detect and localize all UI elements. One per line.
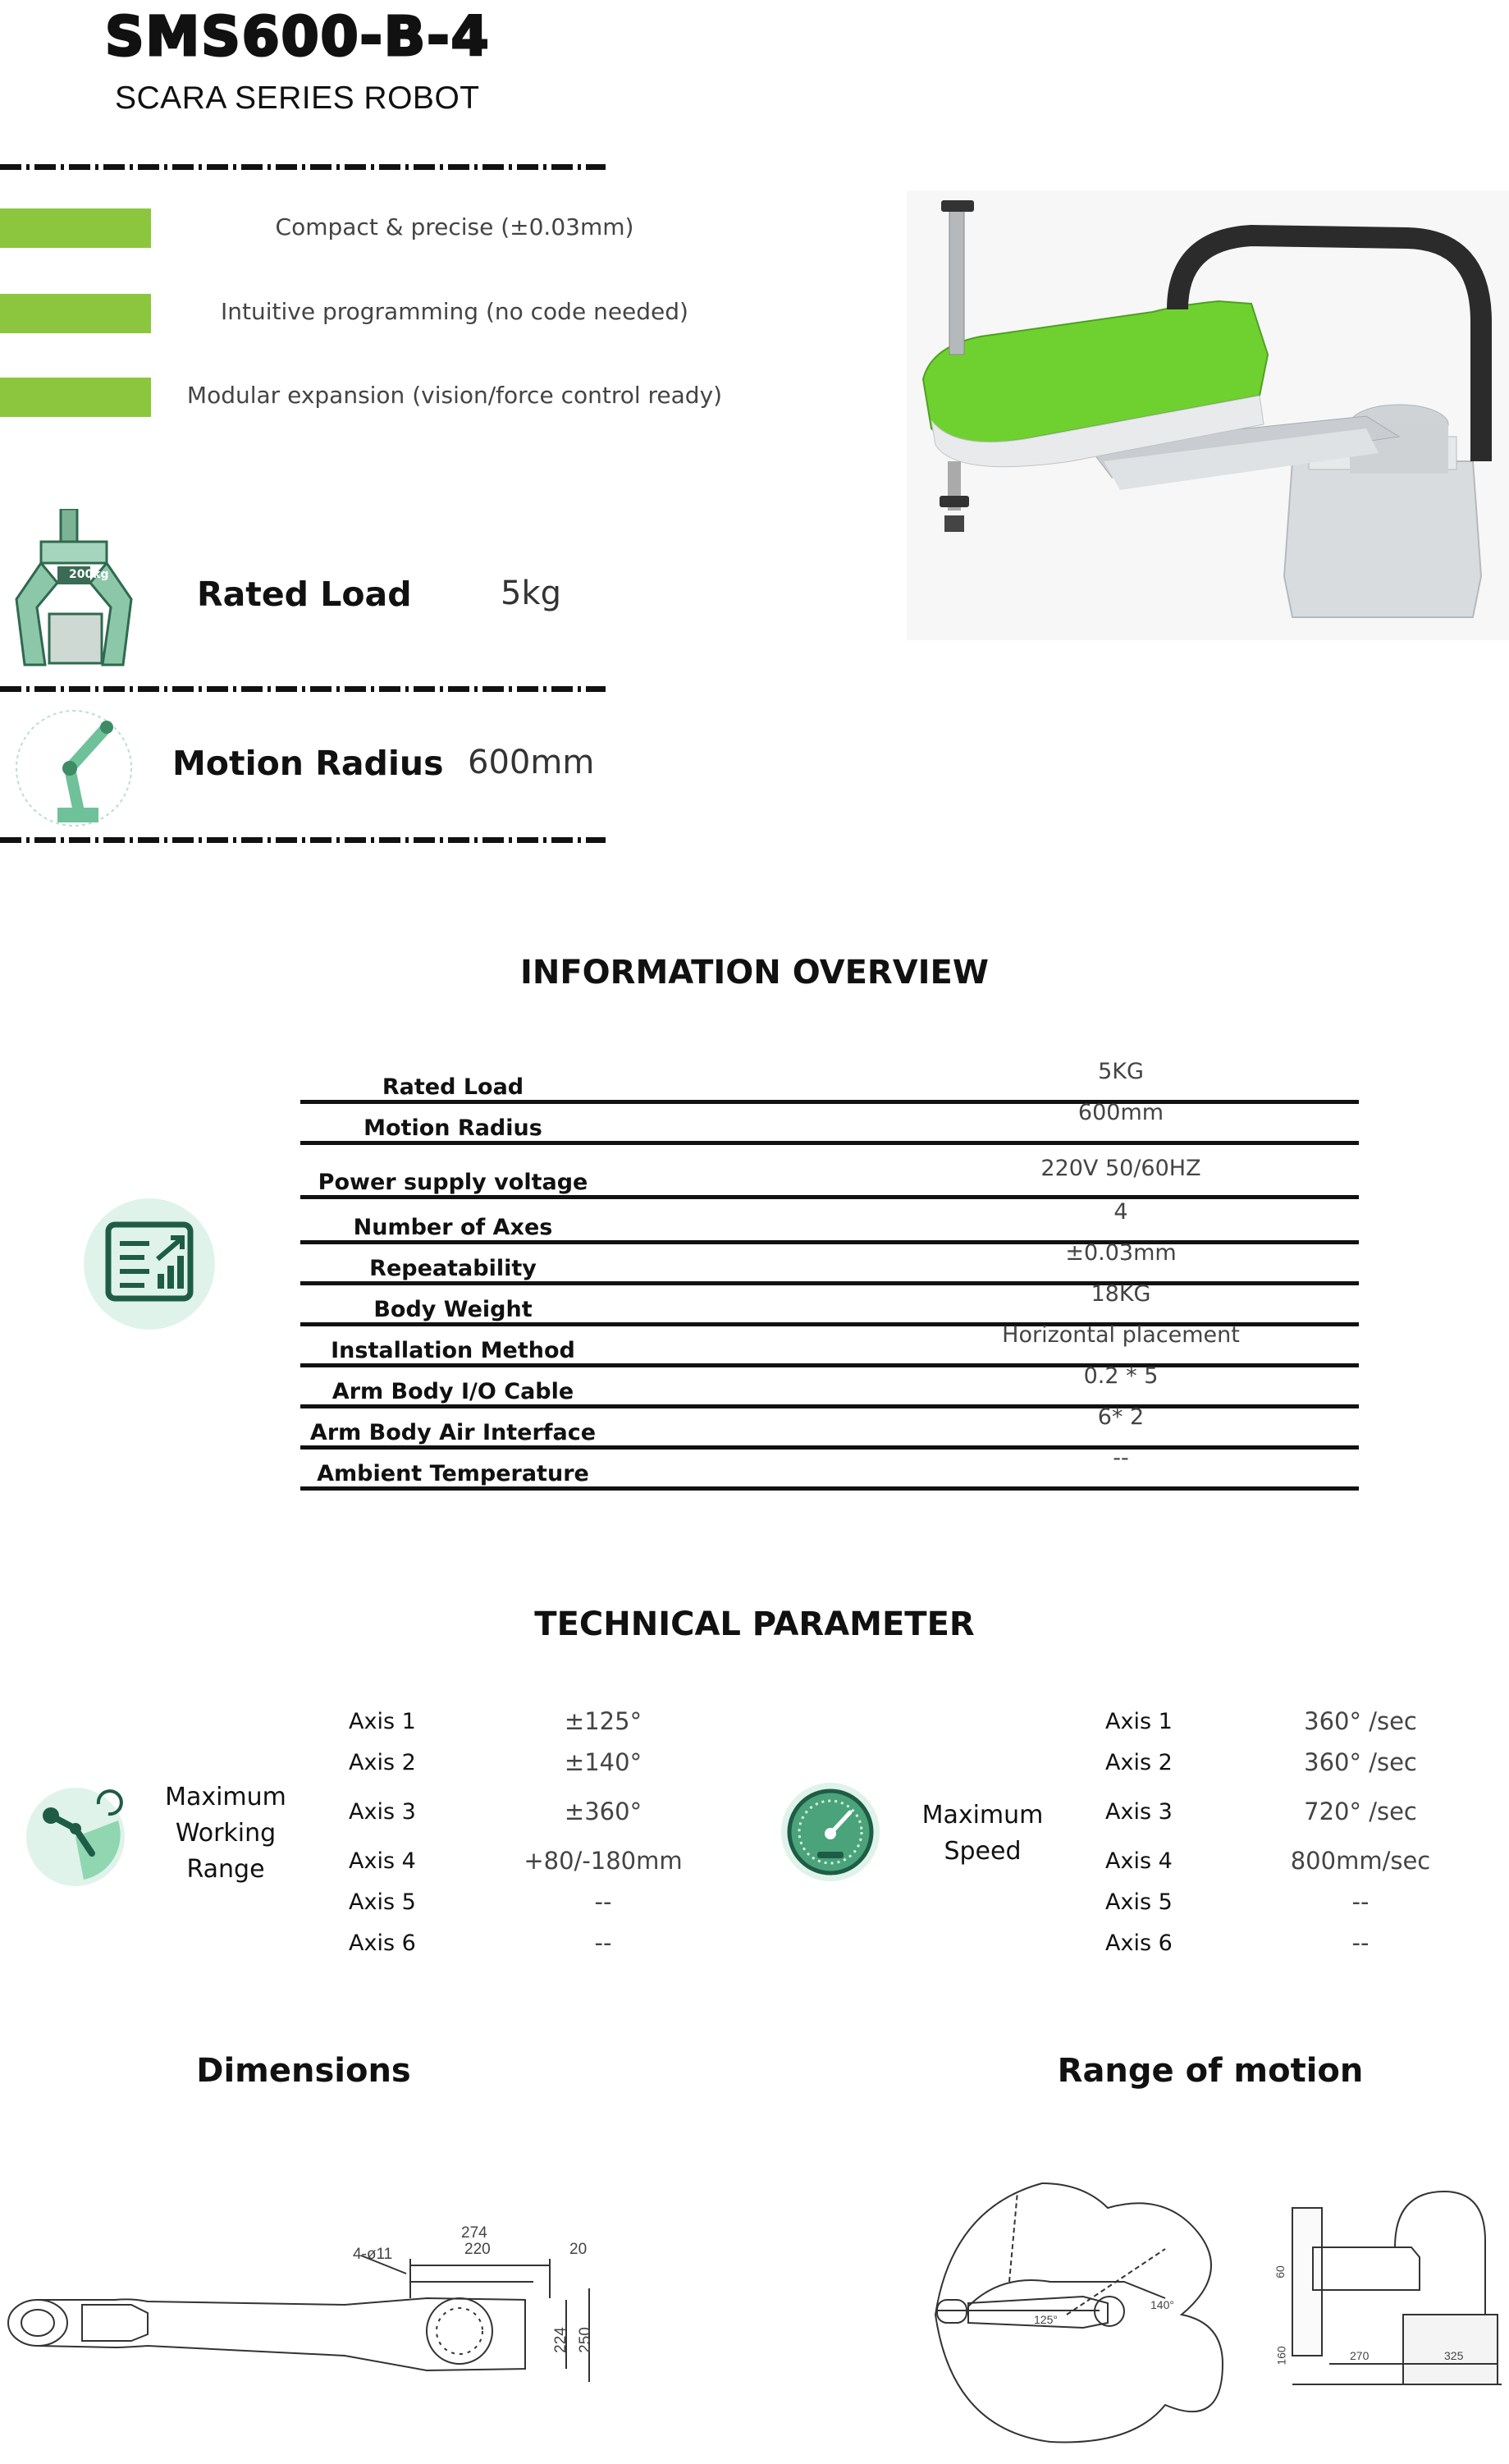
side-dim-270: 270: [1350, 2349, 1370, 2362]
overview-row-label: Installation Method: [331, 1338, 575, 1363]
robot-arm-icon: [8, 703, 148, 831]
rated-load-value: 5kg: [501, 575, 562, 612]
divider: [0, 164, 606, 170]
overview-row-value: Horizontal placement: [1002, 1322, 1240, 1348]
dimensions-drawing: [0, 2208, 607, 2421]
gripper-weight-label: 200kg: [69, 568, 109, 581]
dim-274: 274: [461, 2224, 487, 2242]
overview-title: INFORMATION OVERVIEW: [519, 954, 989, 992]
range-axis-value: ±140°: [564, 1748, 642, 1776]
feature-item: Compact & precise (±0.03mm): [275, 213, 634, 240]
overview-row-label: Ambient Temperature: [317, 1461, 589, 1486]
product-model-title: SMS600-B-4: [105, 5, 491, 68]
feature-item: Modular expansion (vision/force control ready): [186, 382, 723, 409]
range-axis-label: Axis 6: [349, 1930, 416, 1956]
overview-row-label: Rated Load: [382, 1074, 524, 1100]
overview-row-label: Arm Body I/O Cable: [332, 1379, 574, 1404]
speed-axis-label: Axis 3: [1105, 1799, 1173, 1825]
gripper-icon: [0, 509, 151, 685]
range-axis-label: Axis 2: [349, 1750, 416, 1775]
overview-row-value: 0.2 * 5: [1083, 1363, 1159, 1389]
overview-row: [300, 1281, 1359, 1326]
overview-row-value: ±0.03mm: [1065, 1240, 1177, 1266]
feature-marker: [0, 294, 151, 333]
overview-row-value: --: [1113, 1445, 1129, 1471]
speed-axis-value: 720° /sec: [1304, 1798, 1417, 1825]
overview-row-label: Number of Axes: [353, 1215, 553, 1240]
speed-axis-label: Axis 4: [1105, 1848, 1173, 1874]
feature-marker: [0, 208, 151, 248]
overview-row-value: 5KG: [1098, 1059, 1144, 1084]
range-axis-label: Axis 1: [349, 1709, 416, 1734]
speed-axis-label: Axis 6: [1105, 1930, 1173, 1956]
divider: [0, 686, 606, 692]
side-dim-60: 60: [1273, 2265, 1287, 2279]
robot-range-icon: [26, 1788, 125, 1886]
max-speed-label: [915, 1798, 1050, 1870]
overview-row-value: 220V 50/60HZ: [1040, 1156, 1201, 1181]
dim-20: 20: [569, 2241, 588, 2258]
overview-row-label: Body Weight: [373, 1297, 533, 1322]
speed-axis-value: 800mm/sec: [1290, 1847, 1431, 1875]
max-working-range-line: Working: [175, 1819, 277, 1848]
speed-axis-label: Axis 1: [1105, 1709, 1173, 1734]
range-axis-label: Axis 5: [349, 1889, 416, 1915]
overview-row: [300, 1240, 1359, 1285]
overview-row: [300, 1141, 1359, 1199]
overview-row: [300, 1100, 1359, 1145]
report-chart-icon: [84, 1198, 215, 1330]
range-axis-value: ±125°: [564, 1707, 642, 1735]
range-axis-value: ±360°: [564, 1798, 642, 1825]
technical-title: TECHNICAL PARAMETER: [534, 1605, 975, 1643]
speed-axis-value: --: [1351, 1929, 1370, 1957]
overview-row-label: Motion Radius: [364, 1115, 542, 1141]
side-dim-325: 325: [1444, 2349, 1464, 2362]
side-dim-160: 160: [1274, 2346, 1288, 2366]
overview-row-value: 4: [1113, 1199, 1128, 1225]
range-of-motion-drawing: [919, 2159, 1509, 2454]
speed-axis-label: Axis 5: [1105, 1889, 1173, 1915]
speed-axis-value: 360° /sec: [1304, 1748, 1417, 1776]
speed-gauge-icon: [781, 1783, 880, 1881]
max-working-range-line: Range: [186, 1855, 265, 1884]
motion-radius-value: 600mm: [468, 744, 595, 781]
overview-row-label: Power supply voltage: [318, 1170, 588, 1195]
overview-row: [300, 1199, 1359, 1244]
max-speed-line: Speed: [944, 1837, 1022, 1866]
angle-125-label: 125°: [1034, 2313, 1058, 2326]
feature-item: Intuitive programming (no code needed): [221, 298, 688, 325]
range-of-motion-title: Range of motion: [1057, 2052, 1364, 2090]
range-axis-label: Axis 4: [349, 1848, 416, 1874]
rated-load-label: Rated Load: [197, 575, 412, 614]
range-axis-label: Axis 3: [349, 1799, 416, 1825]
overview-row-value: 600mm: [1077, 1100, 1164, 1125]
robot-image: [907, 190, 1509, 640]
dim-224: 224: [551, 2327, 569, 2353]
motion-radius-label: Motion Radius: [172, 744, 444, 783]
overview-row-label: Repeatability: [369, 1256, 537, 1281]
dim-220: 220: [464, 2241, 491, 2258]
range-axis-value: --: [594, 1888, 612, 1916]
overview-row: [300, 1363, 1359, 1408]
overview-row: [300, 1404, 1359, 1450]
overview-row: [300, 1059, 1359, 1104]
range-axis-value: +80/-180mm: [524, 1847, 683, 1875]
angle-140-label: 140°: [1150, 2298, 1174, 2311]
overview-row: [300, 1322, 1359, 1367]
overview-row-label: Arm Body Air Interface: [309, 1420, 597, 1445]
overview-row: [300, 1445, 1359, 1491]
speed-axis-label: Axis 2: [1105, 1750, 1173, 1775]
dim-holes: 4-ø11: [353, 2246, 393, 2263]
range-axis-value: --: [594, 1929, 612, 1957]
max-working-range-label: [156, 1779, 295, 1888]
feature-marker: [0, 378, 151, 417]
speed-axis-value: 360° /sec: [1304, 1707, 1417, 1735]
max-speed-line: Maximum: [921, 1801, 1044, 1830]
overview-row-value: 6* 2: [1097, 1404, 1145, 1430]
product-series-subtitle: SCARA SERIES ROBOT: [115, 80, 480, 116]
speed-axis-value: --: [1351, 1888, 1370, 1916]
overview-row-value: 18KG: [1091, 1281, 1151, 1307]
max-working-range-line: Maximum: [165, 1783, 286, 1811]
dim-250: 250: [576, 2327, 594, 2353]
dimensions-title: Dimensions: [196, 2052, 411, 2090]
divider: [0, 837, 606, 843]
